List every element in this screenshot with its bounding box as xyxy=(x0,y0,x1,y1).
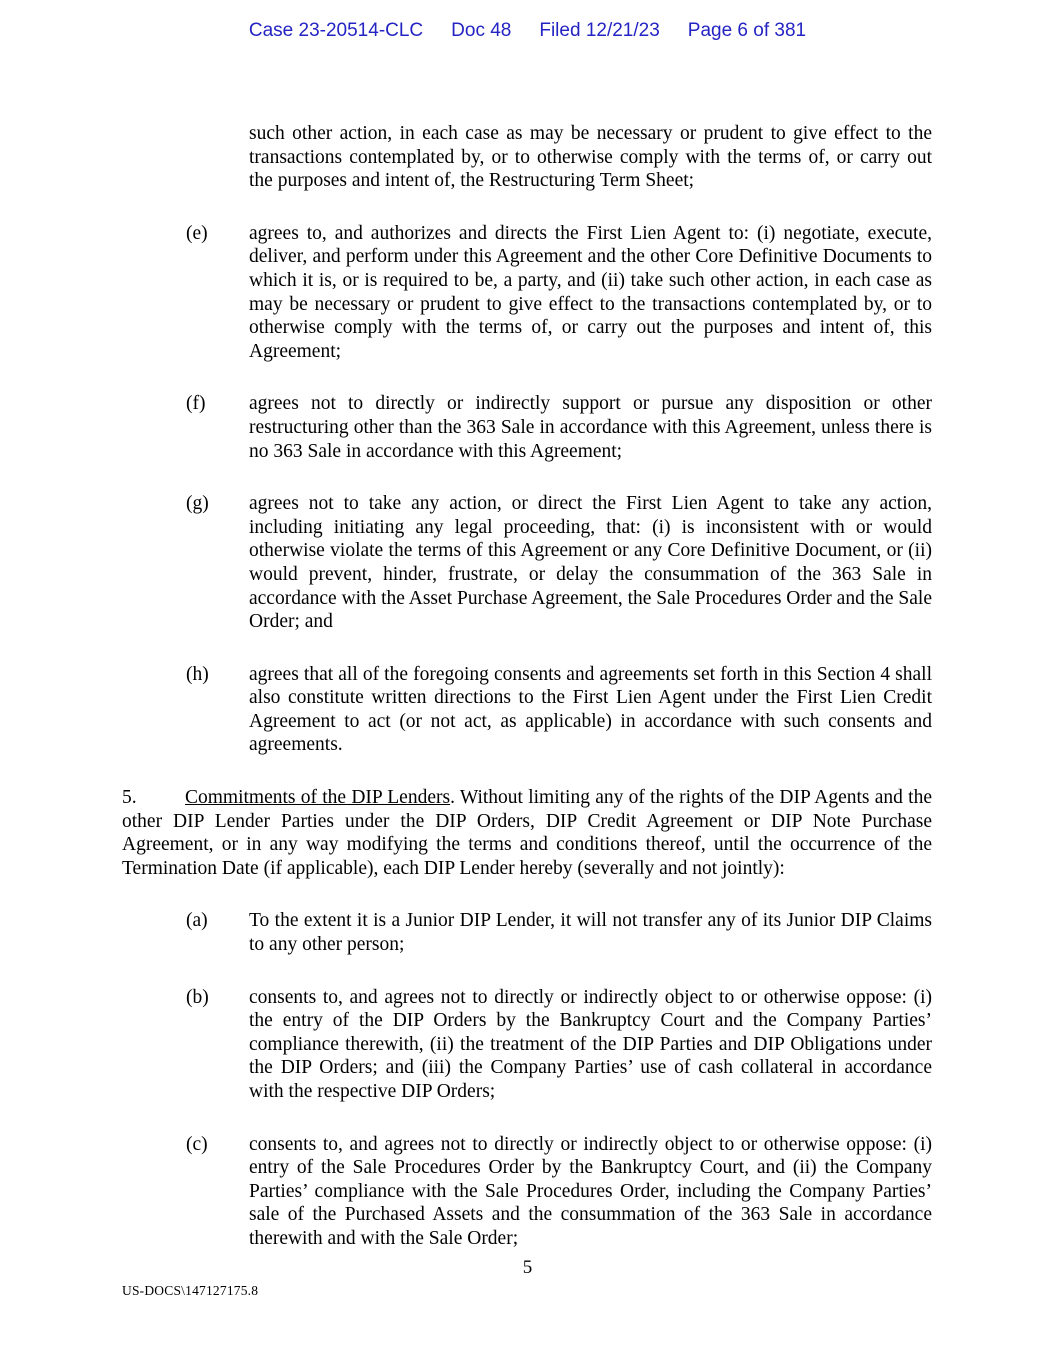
list-item-label: (e) xyxy=(186,222,208,244)
filed-date: Filed 12/21/23 xyxy=(539,20,660,41)
list-item-text: To the extent it is a Junior DIP Lender, it will not transfer any of its Junior DIP Claims to any other person; xyxy=(249,910,932,956)
list-item-text: agrees to, and authorizes and directs the First Lien Agent to: (i) negotiate, execute, deliver, and perform under this Agreement and the other Core Definitive Documents to which it is, or is required to be, a party, and (ii) take such other action, in each case as may be necessary or prudent to give effect to the transactions contemplated by, or to otherwise comply with the terms of, or carry out the purposes and intent of, this Agreement; xyxy=(249,222,932,362)
list-item-label: (g) xyxy=(186,493,209,515)
list-item-label: (b) xyxy=(186,986,209,1008)
list-item-label: (c) xyxy=(186,1133,208,1155)
section-5-paragraph xyxy=(122,786,932,880)
case-number: Case 23-20514-CLC xyxy=(248,20,424,41)
list-item-b xyxy=(186,986,932,1104)
section-number: 5. xyxy=(122,787,137,809)
list-item-label: (h) xyxy=(186,663,209,685)
list-item-a xyxy=(186,909,932,956)
list-item-text: consents to, and agrees not to directly or indirectly object to or otherwise oppose: (i) the entry of the DIP Orders by the Bankruptcy Court and the Company Parties’ compliance therewith, (ii) the treatment of the DIP Parties and DIP Obligations under the DIP Orders; and (iii) the Company Parties’ use of cash collateral in accordance with the respective DIP Orders; xyxy=(249,986,932,1102)
list-item-f xyxy=(186,392,932,463)
list-item-g xyxy=(186,492,932,634)
list-item-label: (a) xyxy=(186,910,208,932)
list-item-e xyxy=(186,222,932,364)
document-body xyxy=(122,122,932,1280)
document-id-footer: US-DOCS\147127175.8 xyxy=(122,1283,259,1298)
section-heading: Commitments of the DIP Lenders xyxy=(185,787,451,809)
continuation-paragraph: such other action, in each case as may be necessary or prudent to give effect to the transactions contemplated by, or to otherwise comply with the terms of, or carry out the purposes and intent of, the Restructuring Term Sheet; xyxy=(249,123,932,192)
list-item-c xyxy=(186,1133,932,1251)
page-number: 5 xyxy=(522,1257,533,1278)
section-text: . Without limiting any of the rights of the DIP Agents and the other DIP Lender Parties under the DIP Orders, DIP Credit Agreement or DIP Note Purchase Agreement, or in any way modifying the terms and conditions thereof, until the occurrence of the Termination Date (if applicable), each DIP Lender hereby (severally and not jointly): xyxy=(122,787,932,879)
list-item-h xyxy=(186,663,932,757)
court-filing-header xyxy=(0,20,1055,42)
list-item-text: agrees that all of the foregoing consents and agreements set forth in this Section 4 shall also constitute written directions to the First Lien Agent under the First Lien Credit Agreement to act (or not act, as applicable) in accordance with such consents and agreements. xyxy=(249,663,932,756)
list-item-text: agrees not to directly or indirectly support or pursue any disposition or other restructuring other than the 363 Sale in accordance with this Agreement, unless there is no 363 Sale in accordance with this Agreement; xyxy=(249,393,932,462)
page-count: Page 6 of 381 xyxy=(687,20,807,41)
list-item-text: agrees not to take any action, or direct the First Lien Agent to take any action, including initiating any legal proceeding, that: (i) is inconsistent with or would otherwise violate the terms of this Agreement or any Core Definitive Document, or (ii) would prevent, hinder, frustrate, or delay the consummation of the 363 Sale in accordance with the Asset Purchase Agreement, the Sale Procedures Order and the Sale Order; and xyxy=(249,493,932,633)
list-item-label: (f) xyxy=(186,393,206,415)
list-item-text: consents to, and agrees not to directly or indirectly object to or otherwise oppose: (i) entry of the Sale Procedures Order by the Bankruptcy Court, and (ii) the Company Parties’ compliance with the Sale Procedures Order, including the Company Parties’ sale of the Purchased Assets and the consummation of the 363 Sale in accordance therewith and with the Sale Order; xyxy=(249,1133,932,1249)
doc-number: Doc 48 xyxy=(451,20,512,41)
